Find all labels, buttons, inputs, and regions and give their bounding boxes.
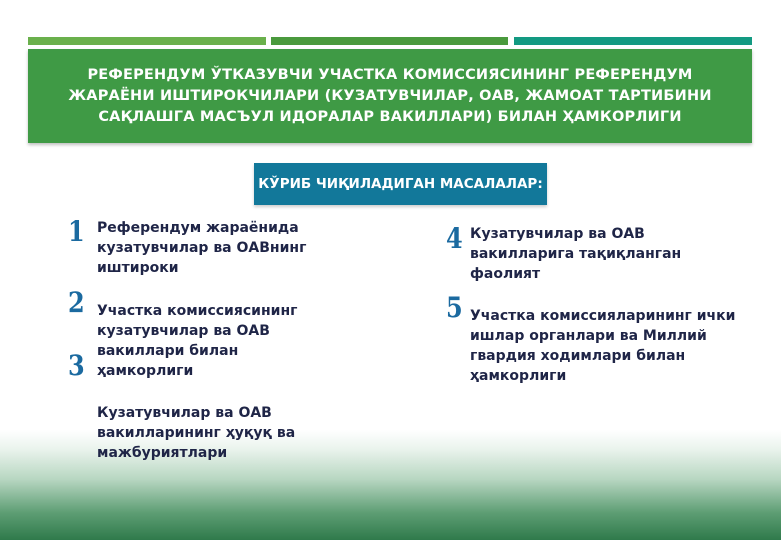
top-accent-bar-middle (271, 37, 508, 45)
item-number-3: 3 (68, 348, 85, 383)
item-number-1: 1 (68, 214, 85, 249)
item-text-4: Кузатувчилар ва ОАВ вакилларига тақиқланган фаолият (470, 226, 682, 282)
subtitle-banner (254, 163, 547, 205)
item-text-2: Участка комиссиясининг кузатувчилар ва ОАВ вакиллари билан ҳамкорлиги (97, 303, 298, 379)
item-text-5: Участка комиссияларининг ички ишлар органлари ва Миллий гвардия ходимлари билан ҳамкорлиги (470, 308, 736, 384)
item-text-3: Кузатувчилар ва ОАВ вакилларининг ҳуқуқ ва мажбуриятлари (97, 405, 296, 461)
top-accent-bar-right (514, 37, 752, 45)
item-number-2: 2 (68, 285, 85, 320)
item-number-4: 4 (446, 221, 463, 256)
title-banner (28, 49, 752, 143)
top-accent-bar-left (28, 37, 266, 45)
item-text-1: Референдум жараёнида кузатувчилар ва ОАВнинг иштироки (97, 220, 307, 276)
page-title: РЕФЕРЕНДУМ ЎТКАЗУВЧИ УЧАСТКА КОМИССИЯСИНИНГ РЕФЕРЕНДУМ ЖАРАЁНИ ИШТИРОКЧИЛАРИ (КУЗАТУВЧИЛАР, ОАВ, ЖАМОАТ ТАРТИБИНИ САҚЛАШГА МАСЪУЛ ИДОРАЛАР ВАКИЛЛАРИ) БИЛАН ҲАМКОРЛИГИ (68, 66, 712, 125)
section-subtitle: КЎРИБ ЧИҚИЛАДИГАН МАСАЛАЛАР: (258, 176, 543, 192)
item-number-5: 5 (446, 290, 463, 325)
